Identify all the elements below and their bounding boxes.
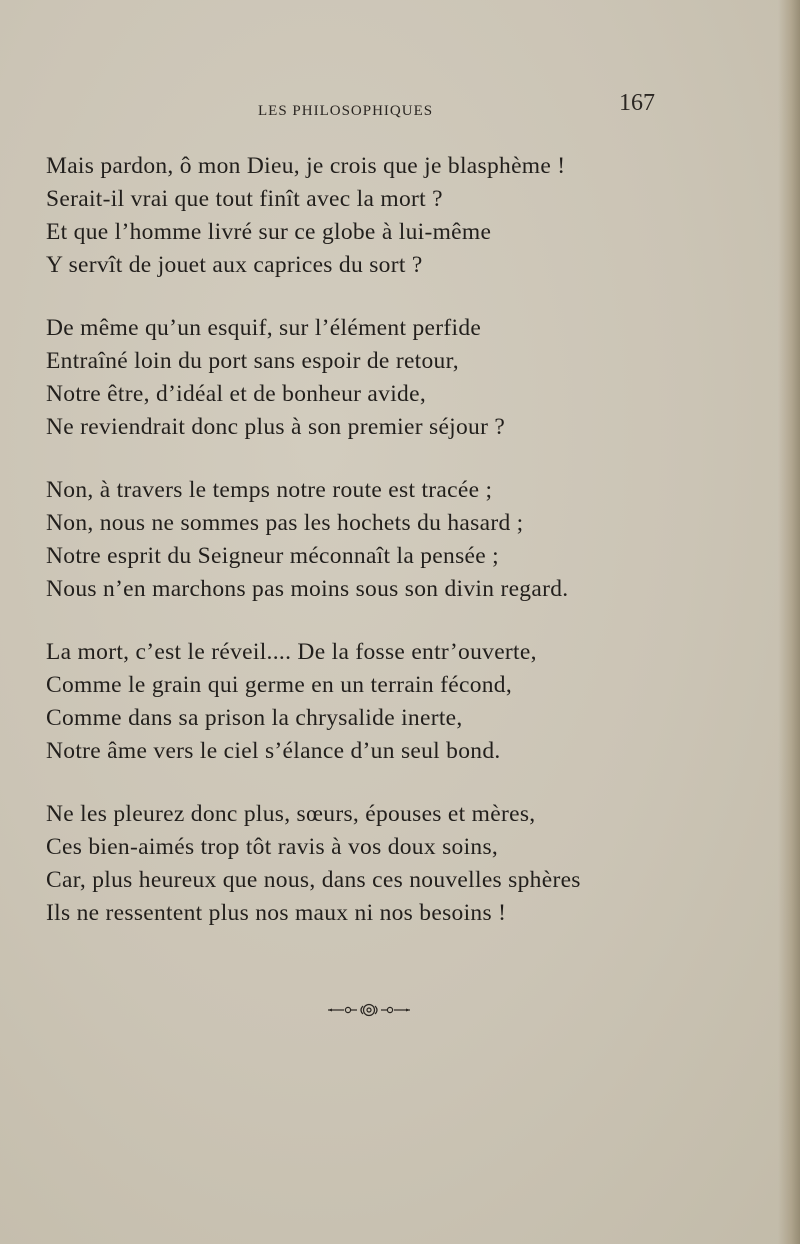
- poem-line: Entraîné loin du port sans espoir de retour,: [46, 348, 459, 374]
- poem-line: Ils ne ressentent plus nos maux ni nos besoins !: [46, 900, 507, 926]
- poem-line: Y servît de jouet aux caprices du sort ?: [46, 252, 423, 278]
- poem-line: Notre esprit du Seigneur méconnaît la pensée ;: [46, 543, 499, 569]
- poem-line: Ces bien-aimés trop tôt ravis à vos doux soins,: [46, 834, 499, 860]
- page-edge-shadow: [778, 0, 800, 1244]
- poem-line: Ne les pleurez donc plus, sœurs, épouses et mères,: [46, 801, 536, 827]
- poem-line: Car, plus heureux que nous, dans ces nouvelles sphères: [46, 867, 581, 893]
- page-number: 167: [619, 90, 655, 116]
- poem-line: Et que l’homme livré sur ce globe à lui-même: [46, 219, 492, 245]
- poem-line: Mais pardon, ô mon Dieu, je crois que je blasphème !: [46, 153, 566, 179]
- poem-line: Ne reviendrait donc plus à son premier séjour ?: [46, 414, 506, 440]
- stanza: [46, 636, 706, 768]
- poem-line: Comme dans sa prison la chrysalide inerte,: [46, 705, 463, 731]
- poem-line: Non, à travers le temps notre route est tracée ;: [46, 477, 493, 503]
- poem-line: Non, nous ne sommes pas les hochets du hasard ;: [46, 510, 524, 536]
- poem-line: Serait-il vrai que tout finît avec la mort ?: [46, 186, 443, 212]
- stanza: [46, 798, 706, 930]
- poem: [46, 150, 706, 960]
- poem-line: De même qu’un esquif, sur l’élément perfide: [46, 315, 482, 341]
- stanza: [46, 150, 706, 282]
- poem-line: Notre âme vers le ciel s’élance d’un seul bond.: [46, 738, 501, 764]
- stanza: [46, 312, 706, 444]
- running-title: LES PHILOSOPHIQUES: [258, 103, 434, 119]
- tailpiece-fleuron-icon: [326, 1001, 412, 1019]
- poem-line: Nous n’en marchons pas moins sous son divin regard.: [46, 576, 569, 602]
- poem-line: La mort, c’est le réveil.... De la fosse entr’ouverte,: [46, 639, 537, 665]
- poem-line: Notre être, d’idéal et de bonheur avide,: [46, 381, 427, 407]
- stanza: [46, 474, 706, 606]
- poem-line: Comme le grain qui germe en un terrain fécond,: [46, 672, 513, 698]
